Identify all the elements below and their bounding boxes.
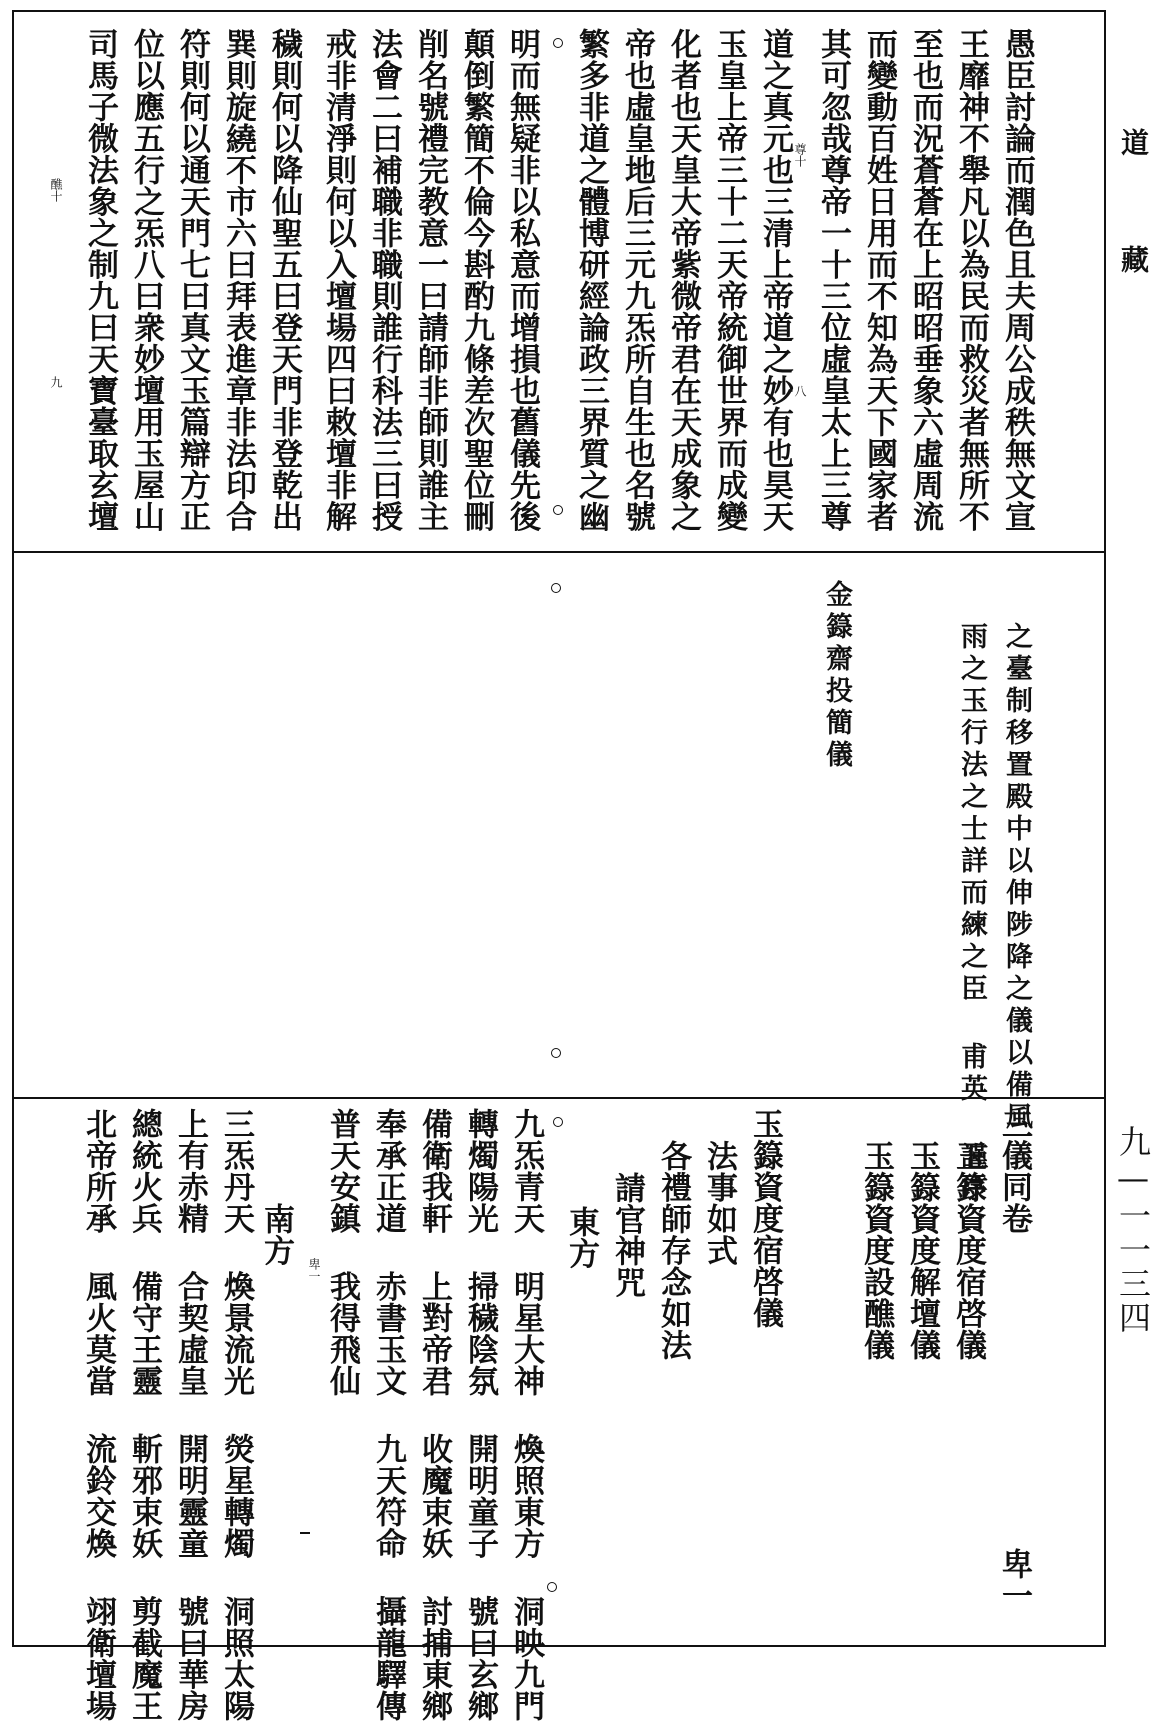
bottom-col-6: 法事如式 xyxy=(701,1140,737,1266)
bottom-col-12: 備衛我軒 上對帝君 收魔束妖 討捕東鄉 xyxy=(416,1108,452,1722)
bottom-col-18: 總統火兵 備守王靈 斬邪束妖 剪截魔王 xyxy=(126,1108,162,1722)
bottom-col-9: 東方 xyxy=(563,1206,599,1269)
bottom-col-5: 玉籙資度宿啓儀 xyxy=(747,1108,783,1329)
dash-mark xyxy=(300,1532,310,1534)
top-col-3: 至也而況蒼蒼在上昭昭垂象六虛周流 xyxy=(907,28,943,532)
bottom-col-4: 玉籙資度設醮儀 xyxy=(858,1140,894,1361)
top-col-1: 愚臣討論而潤色且夫周公成秩無文宣 xyxy=(999,28,1035,532)
hole-marker xyxy=(547,1582,557,1592)
bottom-small-note: 卑一 xyxy=(307,1258,321,1282)
bottom-col-2: 玉籙資度宿啓儀 xyxy=(950,1140,986,1361)
bottom-tag: 卑一 xyxy=(996,1548,1032,1611)
top-col-6: 道之真元也三清上帝道之妙有也昊天 xyxy=(757,28,793,532)
top-col-20: 司馬子微法象之制九曰天寶臺取玄壇 xyxy=(82,28,118,532)
top-footer-left: 醮十 xyxy=(49,178,63,202)
top-col-9: 帝也虛皇地后三元九炁所自生也名號 xyxy=(619,28,655,532)
margin-title-bottom: 藏 xyxy=(1117,245,1150,279)
top-col-18: 符則何以通天門七曰真文玉篇辯方正 xyxy=(174,28,210,532)
top-col-2: 王靡神不舉凡以為民而救災者無所不 xyxy=(953,28,989,532)
mid-col-2: 雨之玉行法之士詳而練之臣 甫英 謹序 xyxy=(956,622,987,1206)
bottom-col-17: 上有赤精 合契虛皇 開明靈童 號曰華房 xyxy=(172,1108,208,1722)
top-col-17: 巽則旋繞不市六曰拜表進章非法印合 xyxy=(220,28,256,532)
bottom-col-10: 九炁青天 明星大神 煥照東方 洞映九門 xyxy=(508,1108,544,1722)
top-col-10: 繁多非道之體博研經論政三界質之幽 xyxy=(573,28,609,532)
hole-marker xyxy=(551,1048,561,1058)
top-col-19: 位以應五行之炁八曰衆妙壇用玉屋山 xyxy=(128,28,164,532)
top-col-11: 明而無疑非以私意而增損也舊儀先後 xyxy=(504,28,540,532)
mid-col-3: 金籙齋投簡儀 xyxy=(821,580,852,772)
top-col-14: 法會二曰補職非職則誰行科法三曰授 xyxy=(366,28,402,532)
top-col-8: 化者也天皇大帝紫微帝君在天成象之 xyxy=(665,28,701,532)
hole-marker xyxy=(553,38,563,48)
top-col-4: 而變動百姓日用而不知為天下國家者 xyxy=(861,28,897,532)
top-col-13: 削名號禮完教意一曰請師非師則誰主 xyxy=(412,28,448,532)
top-col-16: 穢則何以降仙聖五曰登天門非登乾出 xyxy=(266,28,302,532)
margin-title-top: 道 xyxy=(1117,128,1150,162)
bottom-col-16: 三炁丹天 煥景流光 熒星轉燭 洞照太陽 xyxy=(218,1108,254,1722)
bottom-col-19: 北帝所承 風火莫當 流鈴交煥 翊衛壇場 xyxy=(80,1108,116,1722)
top-col-5: 其可忽哉尊帝一十三位虛皇太上三尊 xyxy=(815,28,851,532)
bottom-col-3: 玉籙資度解壇儀 xyxy=(904,1140,940,1361)
bottom-col-1: 三儀同卷 xyxy=(996,1108,1032,1234)
panel-divider-2 xyxy=(12,1097,1106,1099)
hole-marker xyxy=(553,1117,563,1127)
hole-marker xyxy=(553,505,563,515)
bottom-col-15: 南方 xyxy=(258,1203,294,1266)
top-note-b: 八 xyxy=(793,385,807,397)
bottom-col-7: 各禮師存念如法 xyxy=(655,1140,691,1361)
bottom-col-13: 奉承正道 赤書玉文 九天符命 攝龍驛傳 xyxy=(370,1108,406,1722)
top-note-a: 尊十 xyxy=(793,143,807,167)
top-col-7: 玉皇上帝三十二天帝統御世界而成變 xyxy=(711,28,747,532)
bottom-col-11: 轉燭陽光 掃穢陰氛 開明童子 號曰玄鄉 xyxy=(462,1108,498,1722)
bottom-col-14: 普天安鎮 我得飛仙 xyxy=(324,1108,360,1397)
mid-col-1: 之臺制移置殿中以伸陟降之儀以備風 xyxy=(1001,622,1032,1134)
top-col-15: 戒非清淨則何以入壇場四曰敕壇非解 xyxy=(320,28,356,532)
panel-divider-1 xyxy=(12,551,1106,553)
hole-marker xyxy=(551,583,561,593)
top-col-12: 顛倒繁簡不倫今斟酌九條差次聖位刪 xyxy=(458,28,494,532)
top-footer-mid: 九 xyxy=(49,376,63,388)
margin-page-number: 九—一一三四 xyxy=(1114,1125,1152,1335)
bottom-col-8: 請官神咒 xyxy=(609,1172,645,1298)
